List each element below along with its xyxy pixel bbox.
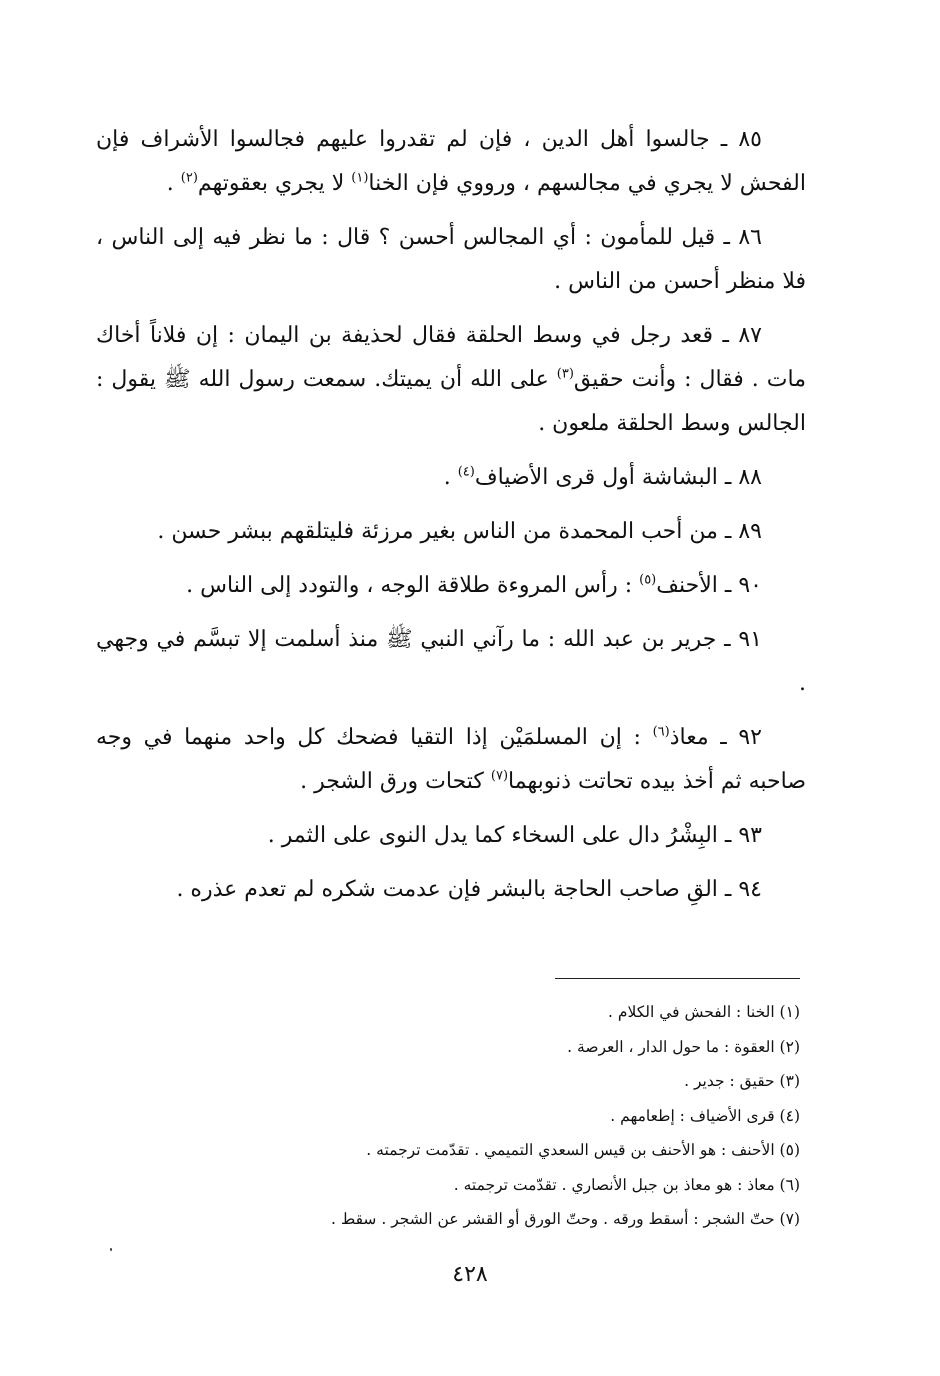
page-number: ٤٢٨	[452, 1262, 488, 1287]
entry-91: ٩١ ـ جرير بن عبد الله : ما رآني النبي ﷺ منذ أسلمت إلا تبسَّم في وجهي .	[96, 627, 806, 696]
entry-93: ٩٣ ـ البِشْرُ دال على السخاء كما يدل النوى على الثمر .	[267, 823, 762, 848]
footnote-4: (٤) قرى الأضياف : إطعامهم .	[610, 1106, 800, 1125]
entry-85: ٨٥ ـ جالسوا أهل الدين ، فإن لم تقدروا عليهم فجالسوا الأشراف فإن الفحش لا يجري في مجالسهم ، ورووي فإن الخنا$^{(١)}$ لا يجري بعقوتهم$^{(٢)}$ .	[96, 127, 806, 196]
entry-92: ٩٢ ـ معاذ$^{(٦)}$ : إن المسلمَيْن إذا التقيا فضحك كل واحد منهما في وجه صاحبه ثم أخذ بيده تحاتت ذنوبهما$^{(٧)}$ كتحات ورق الشجر .	[96, 724, 806, 794]
footnote-5: (٥) الأحنف : هو الأحنف بن قيس السعدي التميمي . تقدّمت ترجمته .	[366, 1141, 800, 1159]
entry-87: ٨٧ ـ قعد رجل في وسط الحلقة فقال لحذيفة بن اليمان : إن فلاناً أخاك مات . فقال : وأنت حقيق$^{(٣)}$ على الله أن يميتك. سمعت رسول الله ﷺ يقول : الجالس وسط الحلقة ملعون .	[96, 323, 806, 436]
entry-88: ٨٨ ـ البشاشة أول قرى الأضياف$^{(٤)}$ .	[443, 464, 762, 490]
entry-90: ٩٠ ـ الأحنف$^{(٥)}$ : رأس المروءة طلاقة الوجه ، والتودد إلى الناس .	[186, 572, 762, 598]
footnote-2: (٢) العقوة : ما حول الدار ، العرصة .	[567, 1037, 800, 1056]
footnotes	[220, 995, 800, 1237]
footnote-7: (٧) حتّ الشجر : أسقط ورقه . وحتّ الورق أو القشر عن الشجر . سقط .	[331, 1210, 800, 1228]
footnote-6: (٦) معاذ : هو معاذ بن جبل الأنصاري . تقدّمت ترجمته .	[453, 1175, 800, 1194]
footnote-3: (٣) حقيق : جدير .	[684, 1072, 800, 1090]
footnote-1: (١) الخنا : الفحش في الكلام .	[608, 1003, 800, 1021]
entry-86: ٨٦ ـ قيل للمأمون : أي المجالس أحسن ؟ قال : ما نظر فيه إلى الناس ، فلا منظر أحسن من الناس .	[96, 225, 806, 294]
entry-89: ٨٩ ـ من أحب المحمدة من الناس بغير مرزئة فليتلقهم ببشر حسن .	[157, 519, 762, 544]
entry-94: ٩٤ ـ القِ صاحب الحاجة بالبشر فإن عدمت شكره لم تعدم عذره .	[176, 877, 762, 902]
scan-speck	[110, 1248, 112, 1251]
main-text	[96, 118, 806, 922]
footnote-divider	[555, 978, 800, 979]
